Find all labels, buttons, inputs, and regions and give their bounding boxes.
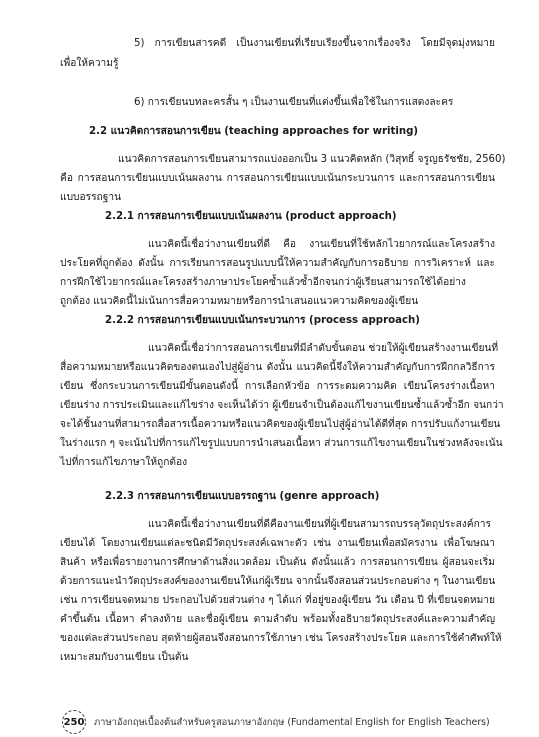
paragraph-line: ประโยคที่ถูกต้อง ดังนั้น การเรียนการสอนรูปแบบนี้ให้ความสำคัญกับการอธิบาย การวิเคราะห์ และ <box>60 258 495 269</box>
paragraph-line: เขียนได้ โดยงานเขียนแต่ละชนิดมีวัตถุประสงค์เฉพาะตัว เช่น งานเขียนเพื่อสมัครงาน เพื่อโฆษณา <box>60 538 495 549</box>
paragraph-line: เขียนร่าง การประเมินและแก้ไขร่าง จะเห็นได้ว่า ผู้เขียนจำเป็นต้องแก้ไขงานเขียนซ้ำแล้วซ้ำอีก จนกว่า <box>60 400 504 411</box>
paragraph-line: แนวคิดนี้เชื่อว่างานเขียนที่ดี คือ งานเขียนที่ใช้หลักไวยากรณ์และโครงสร้าง <box>148 239 495 250</box>
page-number: 250 <box>62 710 86 734</box>
paragraph-line: ด้วยการแนะนำวัตถุประสงค์ของงานเขียนให้แก่ผู้เรียน จากนั้นจึงสอนส่วนประกอบต่าง ๆ ในงานเขียน <box>60 576 496 587</box>
section-heading-2-2-2: 2.2.2 การสอนการเขียนแบบเน้นกระบวนการ (process approach) <box>105 315 420 326</box>
paragraph-line: สื่อความหมายหรือแนวคิดของตนเองไปสู่ผู้อ่าน ดังนั้น แนวคิดนี้จึงให้ความสำคัญกับการฝึกกลวิธีการ <box>60 362 495 373</box>
paragraph-line: แบบอรรถฐาน <box>60 192 122 203</box>
paragraph-line: ไปที่การแก้ไขภาษาให้ถูกต้อง <box>60 457 188 468</box>
paragraph-line: ของแต่ละส่วนประกอบ สุดท้ายผู้สอนจึงสอนการใช้ภาษา เช่น โครงสร้างประโยค และการใช้คำศัพท์ให้ <box>60 633 502 644</box>
paragraph-line: แนวคิดการสอนการเขียนสามารถแบ่งออกเป็น 3 แนวคิดหลัก (วิสุทธิ์ จรูญธรัชชัย, 2560) <box>118 154 506 165</box>
paragraph-line: คำขึ้นต้น เนื้อหา คำลงท้าย และชื่อผู้เขียน ตามลำดับ พร้อมทั้งอธิบายวัตถุประสงค์และความสำคัญ <box>60 614 495 625</box>
section-heading-2-2-1: 2.2.1 การสอนการเขียนแบบเน้นผลงาน (product approach) <box>105 211 397 222</box>
paragraph-line: ถูกต้อง แนวคิดนี้ไม่เน้นการสื่อความหมายหรือการนำเสนอแนวความคิดของผู้เขียน <box>60 296 419 307</box>
paragraph-line: ในร่างแรก ๆ จะเน้นไปที่การแก้ไขรูปแบบการนำเสนอเนื้อหา ส่วนการแก้ไขงานเขียนในช่วงหลังจะเน้น <box>60 438 503 449</box>
list-item-6: 6) การเขียนบทละครสั้น ๆ เป็นงานเขียนที่แต่งขึ้นเพื่อใช้ในการแสดงละคร <box>134 97 454 108</box>
list-item-5: 5) การเขียนสารคดี เป็นงานเขียนที่เรียบเรียงขึ้นจากเรื่องจริง โดยมีจุดมุ่งหมาย <box>134 38 495 49</box>
running-footer-title: ภาษาอังกฤษเบื้องต้นสำหรับครูสอนภาษาอังกฤษ (Fundamental English for English Teachers) <box>94 716 490 728</box>
list-item-5-cont: เพื่อให้ความรู้ <box>60 58 119 69</box>
paragraph-line: สินค้า หรือเพื่อรายงานการศึกษาด้านสิ่งแวดล้อม เป็นต้น ดังนั้นแล้ว การสอนการเขียน ผู้สอนจะเริ่ม <box>60 557 495 568</box>
section-heading-2-2: 2.2 แนวคิดการสอนการเขียน (teaching approaches for writing) <box>89 126 419 137</box>
paragraph-line: คือ การสอนการเขียนแบบเน้นผลงาน การสอนการเขียนแบบเน้นกระบวนการ และการสอนการเขียน <box>60 173 495 184</box>
paragraph-line: เหมาะสมกับงานเขียน เป็นต้น <box>60 652 189 663</box>
paragraph-line: เช่น การเขียนจดหมาย ประกอบไปด้วยส่วนต่าง ๆ ได้แก่ ที่อยู่ของผู้เขียน วัน เดือน ปี ที่เขียนจดหมาย <box>60 595 495 606</box>
paragraph-line: แนวคิดนี้เชื่อว่าการสอนการเขียนที่มีลำดับขั้นตอน ช่วยให้ผู้เขียนสร้างงานเขียนที่ <box>148 343 499 354</box>
section-heading-2-2-3: 2.2.3 การสอนการเขียนแบบอรรถฐาน (genre approach) <box>105 491 380 502</box>
page-footer <box>62 710 490 734</box>
paragraph-line: การฝึกใช้ไวยากรณ์และโครงสร้างภาษาประโยคซ้ำแล้วซ้ำอีกจนกว่าผู้เรียนสามารถใช้ได้อย่าง <box>60 277 466 288</box>
paragraph-line: แนวคิดนี้เชื่อว่างานเขียนที่ดีคืองานเขียนที่ผู้เขียนสามารถบรรลุวัตถุประสงค์การ <box>148 519 491 530</box>
paragraph-line: เขียน ซึ่งกระบวนการเขียนมีขั้นตอนดังนี้ การเลือกหัวข้อ การระดมความคิด เขียนโครงร่างเนื้อหา <box>60 381 495 392</box>
paragraph-line: จะได้ชิ้นงานที่สามารถสื่อสารเนื้อความหรือแนวคิดของผู้เขียนไปสู่ผู้อ่านได้ดีที่สุด การปรับแก้งานเขียน <box>60 419 501 430</box>
